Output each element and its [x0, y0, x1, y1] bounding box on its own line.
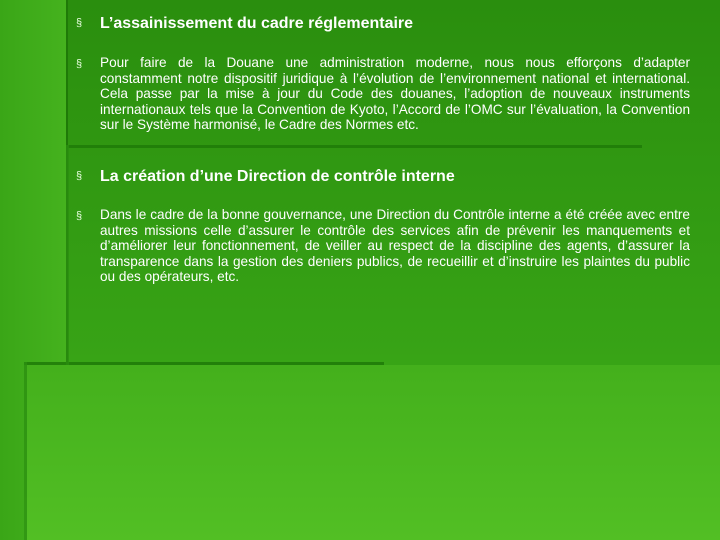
bullet-icon: § [76, 210, 83, 222]
bullet-icon: § [76, 17, 83, 29]
section-heading: L’assainissement du cadre réglementaire [100, 15, 414, 32]
bullet-item-heading [76, 14, 696, 34]
body-paragraph: Pour faire de la Douane une administration moderne, nous nous efforçons d’adapter constamment notre dispositif juridique à l’évolution de l’environnement national et international. Cela passe par la mise à jour du Code des douanes, l’adoption de nouveaux instruments internationaux tels que la Convention de Kyoto, l’Accord de l’OMC sur l’évaluation, la Convention sur le Système harmonisé, le Cadre des Normes etc. [100, 55, 690, 133]
bullet-item-paragraph [76, 207, 696, 285]
section-heading: La création d’une Direction de contrôle interne [100, 168, 455, 185]
body-paragraph: Dans le cadre de la bonne gouvernance, une Direction du Contrôle interne a été créée avec entre autres missions celle d’assurer le contrôle des services afin de prévenir les manquements et d’améliorer leur fonctionnement, de veiller au respect de la discipline des agents, d’assurer la transparence dans la gestion des deniers publics, de recueillir et d’instruire les plaintes du public ou des opérateurs, etc. [100, 207, 690, 285]
bullet-item-heading [76, 167, 696, 187]
bullet-icon: § [76, 58, 83, 70]
bullet-icon: § [76, 170, 83, 182]
bullet-item-paragraph [76, 55, 696, 133]
